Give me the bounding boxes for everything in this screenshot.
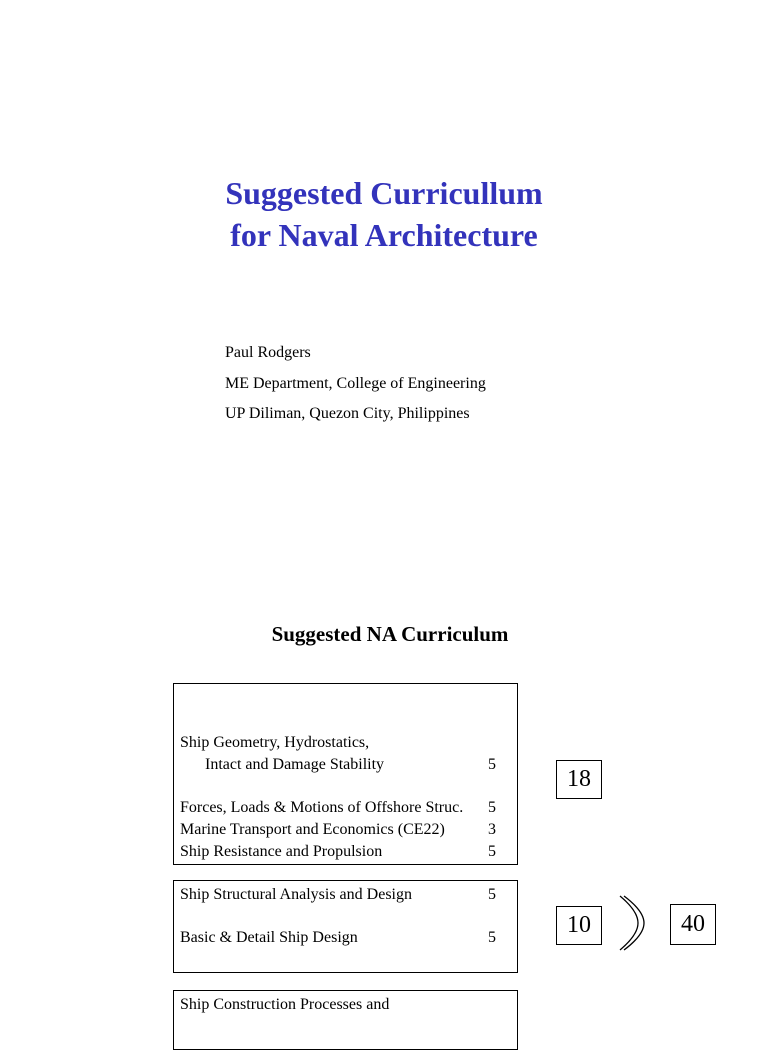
author-location: UP Diliman, Quezon City, Philippines [225, 405, 470, 422]
title-line-1: Suggested Curricullum [225, 175, 543, 211]
course-name: Ship Geometry, Hydrostatics, [180, 734, 370, 751]
group-total-box: 18 [556, 760, 602, 799]
course-name: Ship Resistance and Propulsion [180, 843, 383, 860]
course-row [180, 994, 511, 1016]
course-group-box [173, 683, 518, 865]
course-name: Ship Construction Processes and [180, 996, 390, 1013]
course-group-box [173, 990, 518, 1050]
grand-total-box: 40 [670, 904, 716, 945]
author-department: ME Department, College of Engineering [225, 374, 486, 392]
course-row [180, 732, 511, 754]
course-credits: 5 [488, 756, 496, 773]
course-name: Intact and Damage Stability [205, 756, 385, 773]
course-credits: 5 [488, 843, 496, 860]
course-credits: 5 [488, 929, 496, 946]
course-row [180, 754, 511, 776]
course-name: Basic & Detail Ship Design [180, 929, 358, 946]
course-credits: 5 [488, 886, 496, 903]
course-name: Forces, Loads & Motions of Offshore Struc. [180, 799, 464, 816]
course-row [180, 797, 511, 819]
document-title [0, 172, 768, 256]
course-row [180, 927, 511, 949]
course-name: Marine Transport and Economics (CE22) [180, 821, 445, 838]
course-credits: 5 [488, 799, 496, 816]
course-row [180, 819, 511, 841]
brace-icon [612, 893, 652, 953]
author-block [225, 338, 486, 430]
group-total-box: 10 [556, 906, 602, 945]
course-row [180, 841, 511, 863]
title-line-2: for Naval Architecture [230, 217, 538, 253]
course-row [180, 884, 511, 906]
course-credits: 3 [488, 821, 496, 838]
course-group-box [173, 880, 518, 973]
section-heading: Suggested NA Curriculum [271, 622, 509, 646]
author-name: Paul Rodgers [225, 344, 311, 361]
course-name: Ship Structural Analysis and Design [180, 886, 412, 903]
